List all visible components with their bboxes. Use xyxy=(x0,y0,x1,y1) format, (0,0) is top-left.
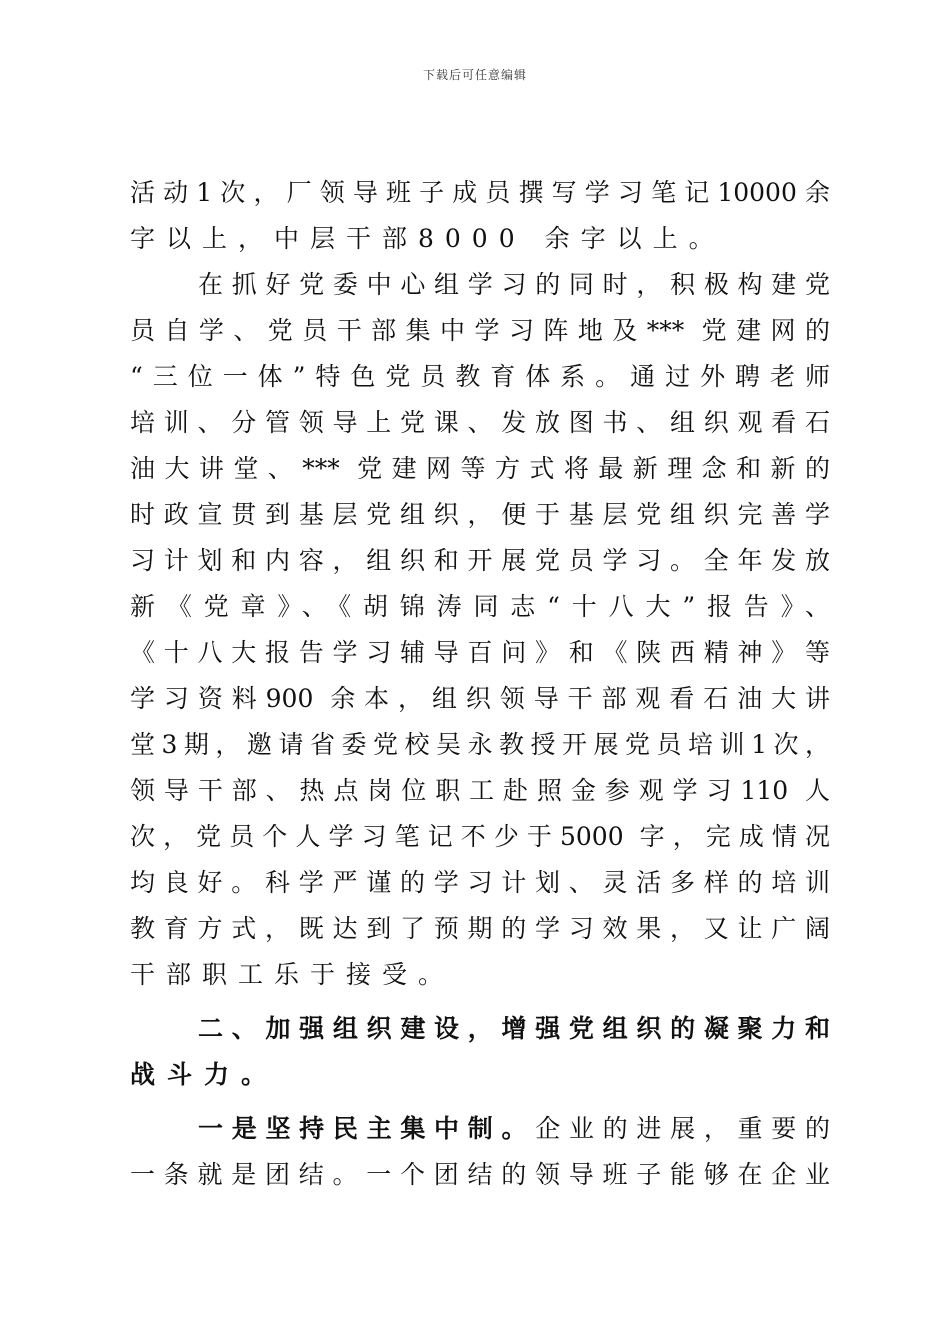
text-line xyxy=(130,1106,830,1152)
text-line: 时政宣贯到基层党组织，便于基层党组织完善学 xyxy=(130,500,830,529)
text-line: 员自学、党员干部集中学习阵地及*** 党建网的 xyxy=(130,316,830,345)
section-heading-2 xyxy=(130,1006,830,1098)
text-line: 均良好。科学严谨的学习计划、灵活多样的培训 xyxy=(130,868,830,897)
document-body xyxy=(130,170,830,1198)
text-line: 一条就是团结。一个团结的领导班子能够在企业 xyxy=(130,1160,830,1189)
text-run: 企业的进展，重要的 xyxy=(535,1114,830,1143)
paragraph-1 xyxy=(130,170,830,262)
text-line: “三位一体”特色党员教育体系。通过外聘老师 xyxy=(130,362,830,391)
page-header-watermark: 下载后可任意编辑 xyxy=(422,68,527,82)
text-line: 习计划和内容，组织和开展党员学习。全年发放 xyxy=(130,546,830,575)
text-line: 在抓好党委中心组学习的同时，积极构建党 xyxy=(198,270,830,299)
text-line: 《十八大报告学习辅导百问》和《陕西精神》等 xyxy=(130,638,830,667)
paragraph-2 xyxy=(130,262,830,998)
text-line: 教育方式，既达到了预期的学习效果，又让广阔 xyxy=(130,914,830,943)
text-line: 学习资料900 余本，组织领导干部观看石油大讲 xyxy=(130,684,830,713)
heading-line: 二、加强组织建设，增强党组织的凝聚力和 xyxy=(198,1014,830,1043)
text-line: 活动1次，厂领导班子成员撰写学习笔记10000余 xyxy=(130,178,830,207)
text-line: 领导干部、热点岗位职工赴照金参观学习110 人 xyxy=(130,776,830,805)
text-line: 培训、分管领导上党课、发放图书、组织观看石 xyxy=(130,408,830,437)
text-line: 新《党章》、《胡锦涛同志“十八大”报告》、 xyxy=(130,592,830,621)
text-line: 字以上，中层干部8000 余字以上。 xyxy=(130,224,725,253)
text-line: 次，党员个人学习笔记不少于5000 字，完成情况 xyxy=(130,822,830,851)
heading-line: 战斗力。 xyxy=(130,1060,279,1089)
text-line: 油大讲堂、*** 党建网等方式将最新理念和新的 xyxy=(130,454,830,483)
paragraph-3 xyxy=(130,1106,830,1198)
text-line: 堂3期，邀请省委党校吴永教授开展党员培训1次， xyxy=(130,730,830,759)
bold-lead-text: 一是坚持民主集中制。 xyxy=(198,1114,536,1143)
text-line: 干部职工乐于接受。 xyxy=(130,960,455,989)
